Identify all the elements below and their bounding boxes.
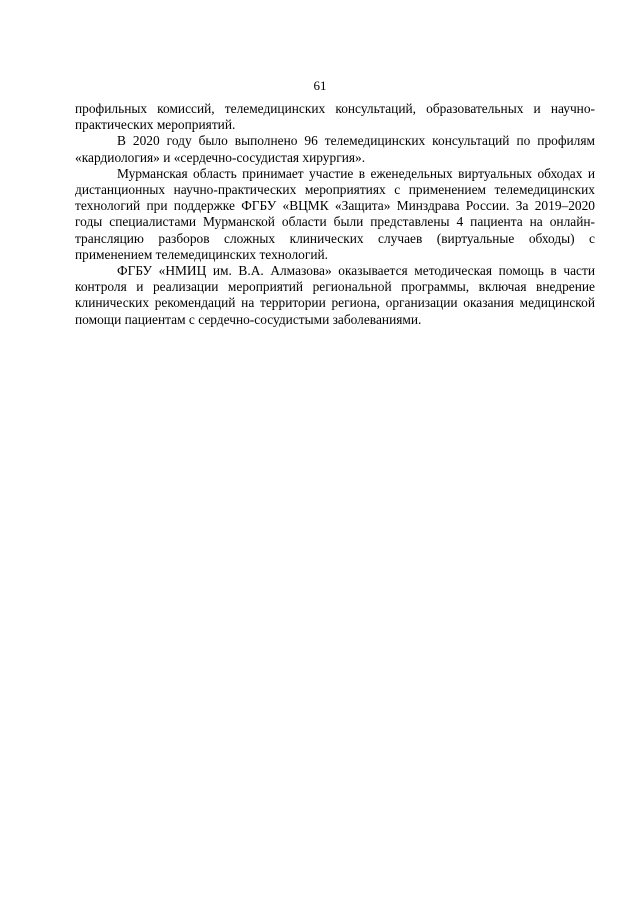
document-body [75,101,595,328]
page-number: 61 [313,78,327,93]
paragraph-telemedicine-consultations: В 2020 году было выполнено 96 телемедицинских консультаций по профилям «кардиология» и «сердечно-сосудистая хирургия». [75,133,595,165]
paragraph-murmansk-region: Мурманская область принимает участие в еженедельных виртуальных обходах и дистанционных научно-практических мероприятиях с применением телемедицинских технологий при поддержке ФГБУ «ВЦМК «Защита» Минздрава России. За 2019–2020 годы специалистами Мурманской области были представлены 4 пациента на онлайн-трансляцию разборов сложных клинических случаев (виртуальные обходы) с применением телемедицинских технологий. [75,165,595,262]
paragraph-continued: профильных комиссий, телемедицинских консультаций, образовательных и научно-практических мероприятий. [75,101,595,133]
paragraph-almazov-center: ФГБУ «НМИЦ им. В.А. Алмазова» оказывается методическая помощь в части контроля и реализации мероприятий региональной программы, включая внедрение клинических рекомендаций на территории региона, организации оказания медицинской помощи пациентам с сердечно-сосудистыми заболеваниями. [75,263,595,327]
